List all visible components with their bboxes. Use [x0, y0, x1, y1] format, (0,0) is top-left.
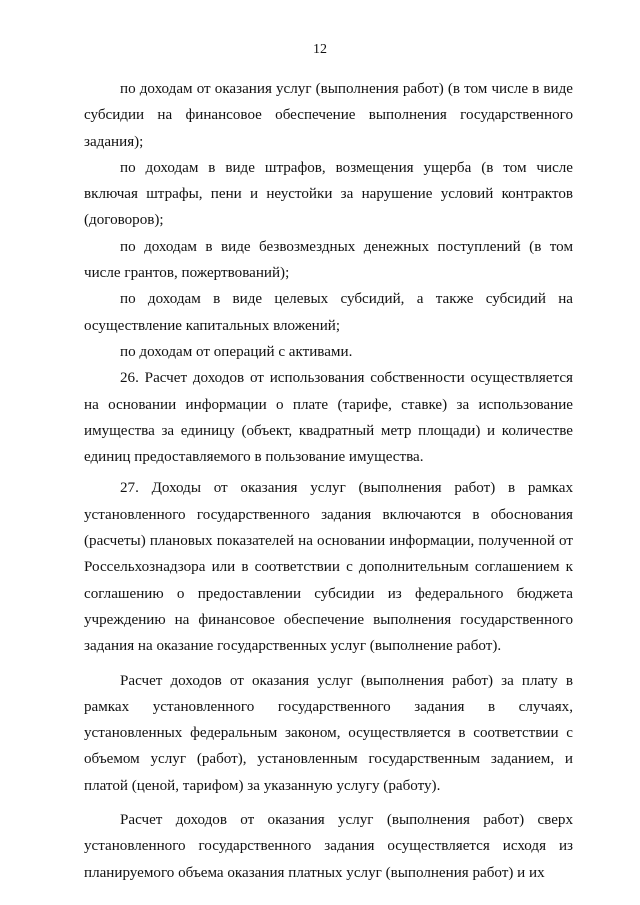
document-body [84, 76, 573, 886]
paragraph-income-fines: по доходам в виде штрафов, возмещения ущерба (в том числе включая штрафы, пени и неустойки за нарушение условий контрактов (договоров); [84, 159, 573, 229]
paragraph-item-26: 26. Расчет доходов от использования собственности осуществляется на основании информации о плате (тарифе, ставке) за использование имущества за единицу (объект, квадратный метр площади) и количестве единиц предоставляемого в пользование имущества. [84, 370, 573, 466]
page-number: 12 [313, 42, 327, 57]
paragraph-income-assets: по доходам от операций с активами. [120, 343, 353, 360]
paragraph-item-27: 27. Доходы от оказания услуг (выполнения работ) в рамках установленного государственного задания включаются в обоснования (расчеты) плановых показателей на основании информации, полученной от Россельхознадзора или в соответствии с дополнительным соглашением к соглашению о предоставлении субсидии из федерального бюджета учреждению на финансовое обеспечение выполнения государственного задания на оказание государственных услуг (выполнение работ). [84, 480, 573, 655]
paragraph-paid-services-calc: Расчет доходов от оказания услуг (выполнения работ) за плату в рамках установленного государственного задания в случаях, установленных федеральным законом, осуществляется в соответствии с объемом услуг (работ), установленным государственным заданием, и платой (ценой, тарифом) за указанную услугу (работу). [84, 672, 573, 794]
paragraph-excess-services-calc: Расчет доходов от оказания услуг (выполнения работ) сверх установленного государственного задания осуществляется исходя из планируемого объема оказания платных услуг (выполнения работ) и их [84, 812, 573, 881]
paragraph-income-subsidies: по доходам в виде целевых субсидий, а также субсидий на осуществление капитальных вложений; [84, 291, 573, 334]
paragraph-income-services: по доходам от оказания услуг (выполнения работ) (в том числе в виде субсидии на финансовое обеспечение выполнения государственного задания); [84, 81, 573, 150]
paragraph-income-grants: по доходам в виде безвозмездных денежных поступлений (в том числе грантов, пожертвований); [84, 238, 573, 282]
